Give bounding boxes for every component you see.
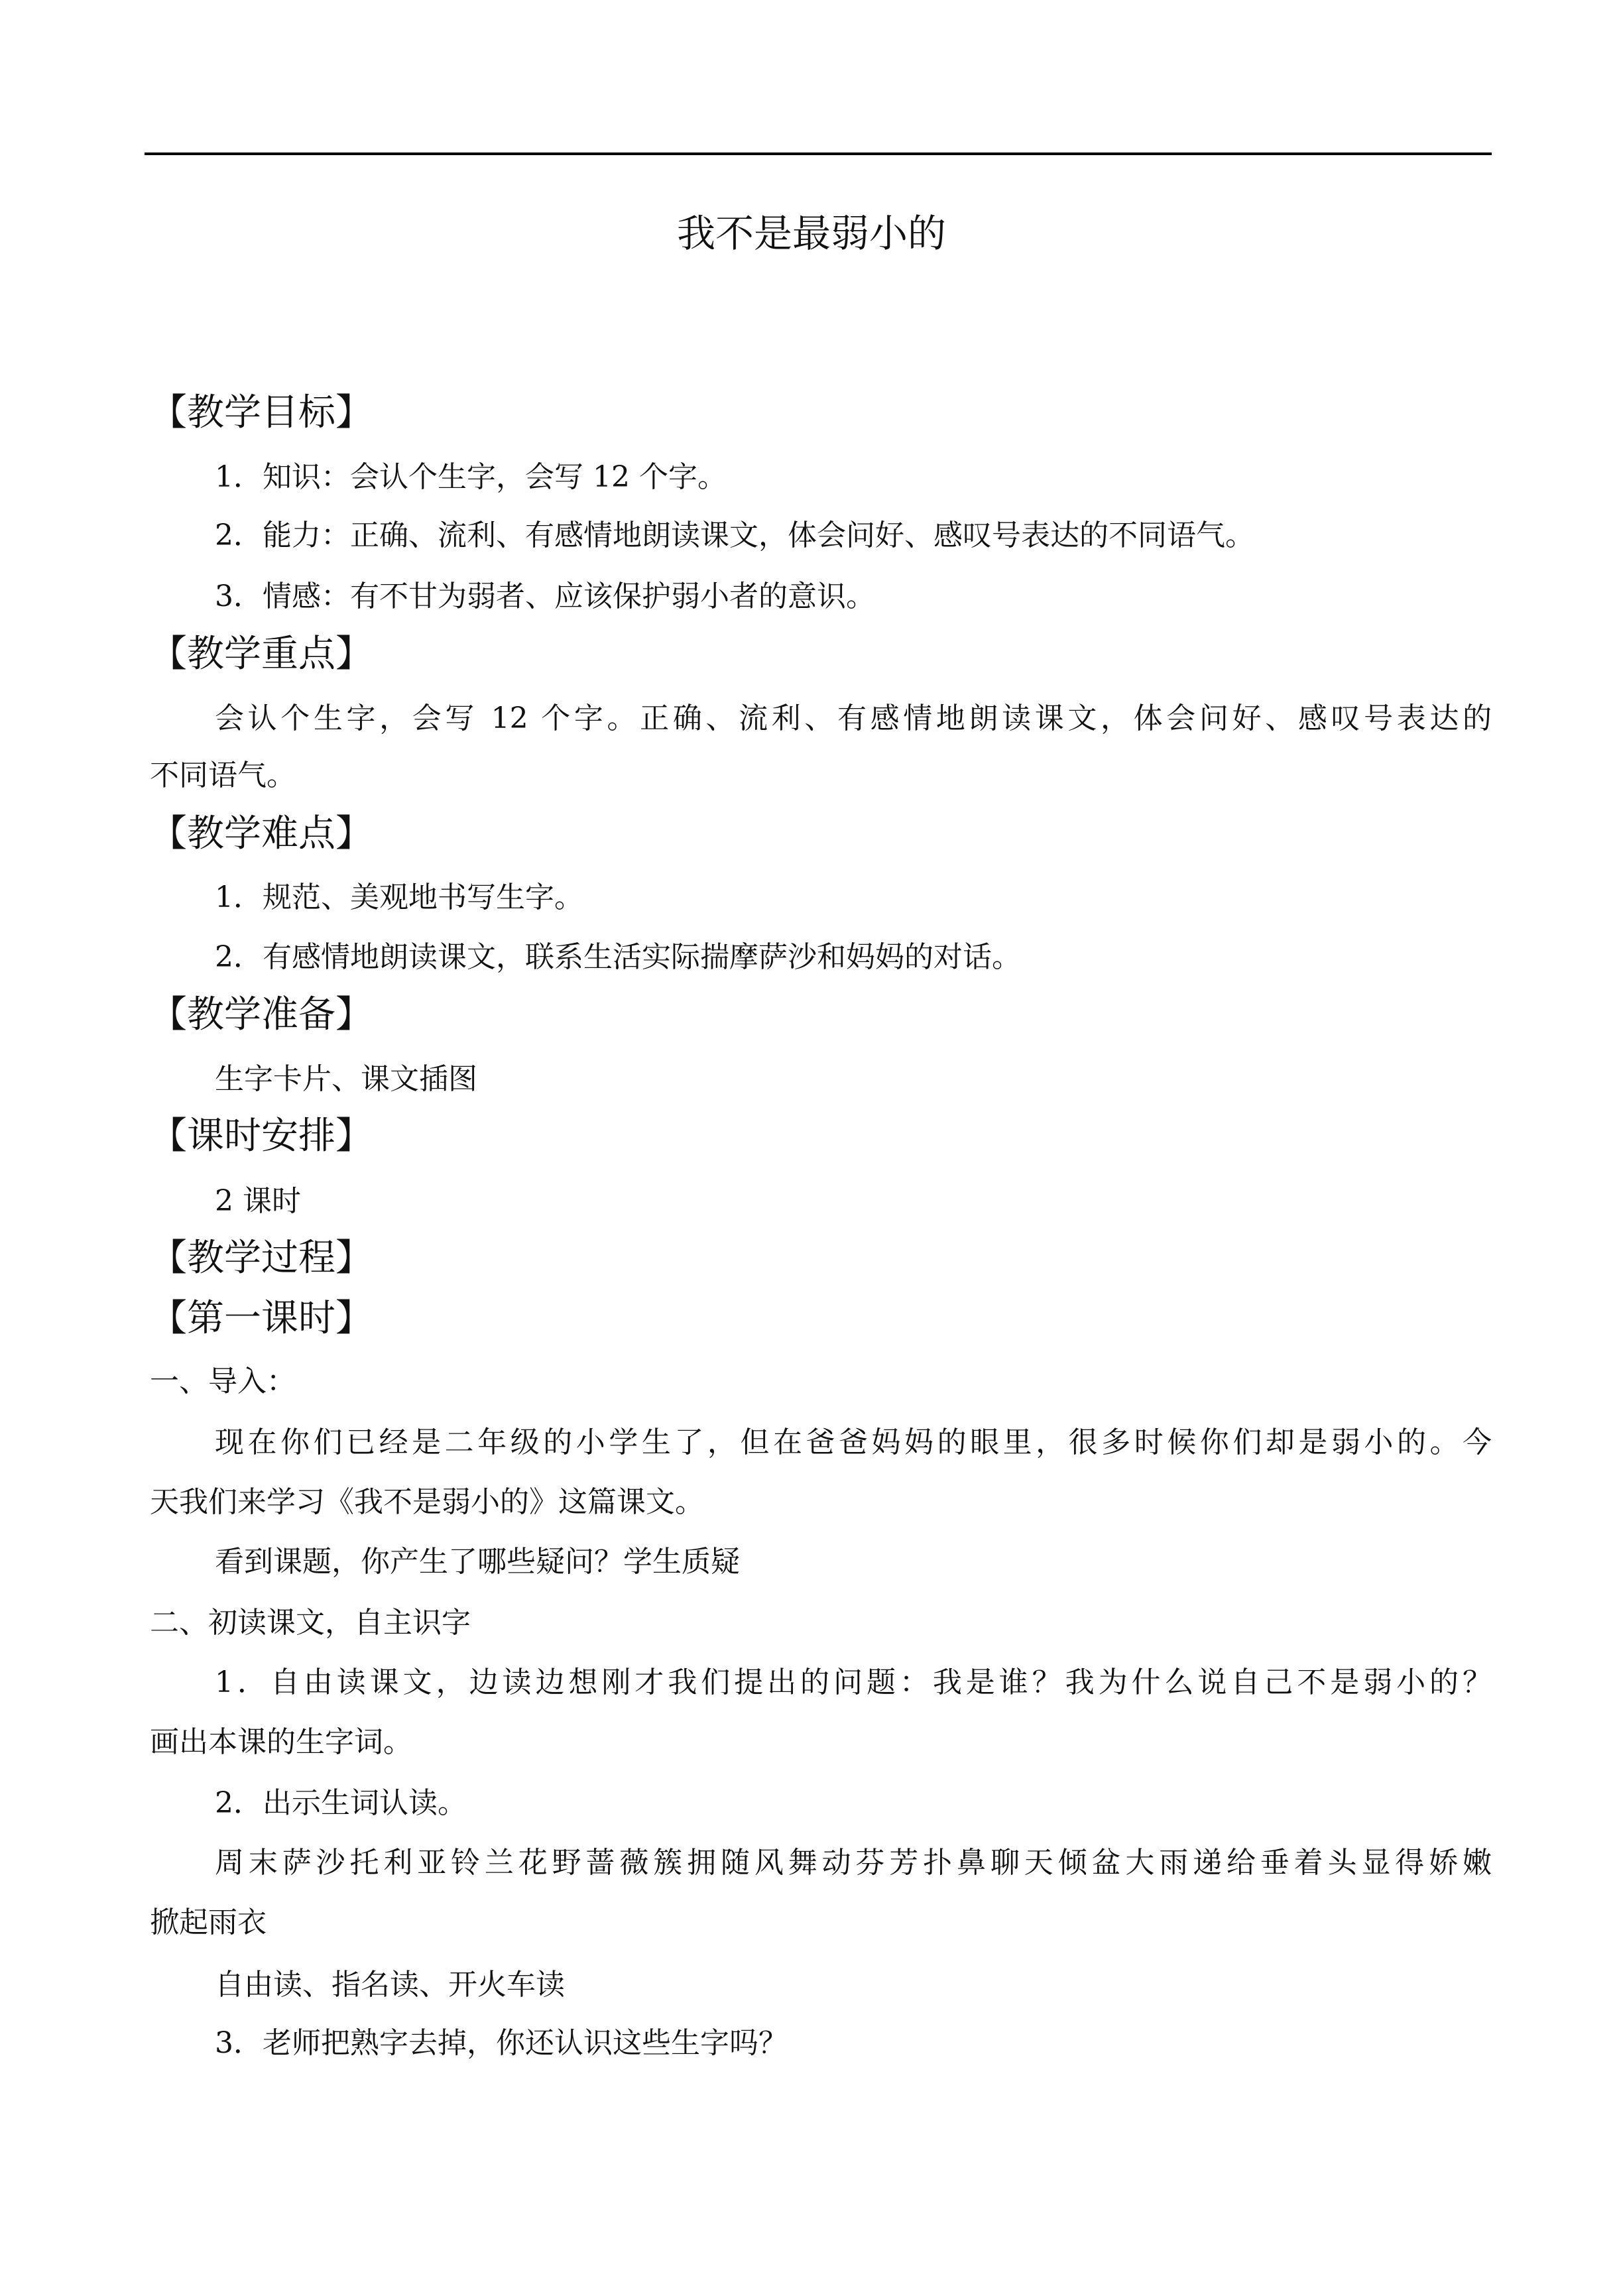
word-list-line-2: 掀起雨衣 [150, 1905, 267, 1939]
heading-prep: 【教学准备】 [150, 993, 373, 1036]
section-intro-title: 一、导入： [150, 1364, 296, 1398]
section-read-title: 二、初读课文，自主识字 [150, 1606, 471, 1640]
heading-goals: 【教学目标】 [150, 391, 373, 434]
key-line-2: 不同语气。 [150, 758, 296, 792]
heading-schedule: 【课时安排】 [150, 1115, 373, 1158]
schedule-text: 2 课时 [215, 1184, 301, 1218]
read-step-1-line-2: 画出本课的生字词。 [150, 1725, 412, 1759]
heading-process: 【教学过程】 [150, 1237, 373, 1280]
goal-item-1: 1．知识：会认个生字，会写 12 个字。 [215, 460, 727, 494]
intro-paragraph-line-2: 天我们来学习《我不是弱小的》这篇课文。 [150, 1485, 704, 1519]
goal-item-3: 3．情感：有不甘为弱者、应该保护弱小者的意识。 [215, 579, 875, 613]
word-list-line-1: 周末萨沙托利亚铃兰花野蔷薇簇拥随风舞动芬芳扑鼻聊天倾盆大雨递给垂着头显得娇嫩 [215, 1846, 1492, 1880]
difficult-item-1: 1．规范、美观地书写生字。 [215, 880, 583, 914]
goal-item-2: 2．能力：正确、流利、有感情地朗读课文，体会问好、感叹号表达的不同语气。 [215, 518, 1254, 552]
key-line-1: 会认个生字，会写 12 个字。正确、流利、有感情地朗读课文，体会问好、感叹号表达的 [215, 701, 1492, 735]
heading-key: 【教学重点】 [150, 633, 373, 676]
read-step-2: 2．出示生词认读。 [215, 1786, 467, 1820]
heading-lesson-1: 【第一课时】 [150, 1297, 373, 1340]
intro-paragraph-line-1: 现在你们已经是二年级的小学生了，但在爸爸妈妈的眼里，很多时候你们却是弱小的。今 [215, 1425, 1492, 1459]
header-rule [145, 152, 1492, 155]
prep-text: 生字卡片、课文插图 [215, 1062, 477, 1096]
difficult-item-2: 2．有感情地朗读课文，联系生活实际揣摩萨沙和妈妈的对话。 [215, 940, 1021, 974]
heading-difficult: 【教学难点】 [150, 812, 373, 855]
read-modes: 自由读、指名读、开火车读 [215, 1968, 565, 2002]
read-step-3: 3．老师把熟字去掉，你还认识这些生字吗？ [215, 2026, 788, 2060]
read-step-1-line-1: 1．自由读课文，边读边想刚才我们提出的问题：我是谁？我为什么说自己不是弱小的？ [215, 1665, 1492, 1699]
intro-paragraph-2: 看到课题，你产生了哪些疑问？学生质疑 [215, 1545, 740, 1579]
page-title: 我不是最弱小的 [676, 211, 946, 256]
